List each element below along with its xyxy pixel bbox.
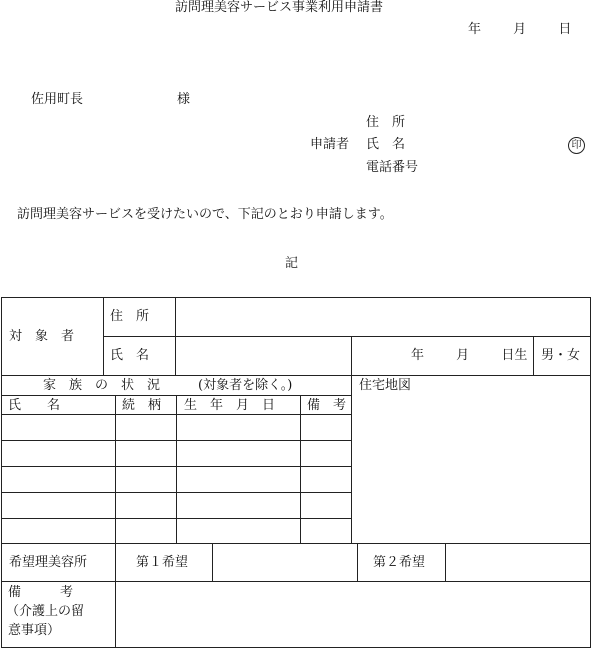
ki-heading: 記	[285, 256, 299, 271]
family-row[interactable]	[2, 493, 351, 518]
family-row[interactable]	[2, 441, 351, 466]
family-col-name	[8, 399, 108, 412]
family-col-relation: 続 柄	[122, 398, 162, 413]
remarks-label-line1-text: 備 考	[8, 585, 74, 600]
subject-birth-date	[411, 349, 527, 362]
remarks-label-line3: 意事項）	[8, 623, 61, 638]
family-row[interactable]	[2, 519, 351, 543]
date-year-label: 年	[468, 22, 482, 37]
addressee-honorific: 様	[177, 92, 191, 107]
application-date	[468, 23, 571, 36]
remarks-label-line2: （介護上の留	[6, 604, 85, 619]
birth-month-label: 月	[456, 348, 470, 363]
salon-label: 希望理美容所	[9, 555, 88, 570]
date-day-label: 日	[558, 22, 572, 37]
family-col-name-text: 氏 名	[8, 398, 61, 413]
seal-mark: 印	[568, 137, 585, 154]
first-choice-label: 第１希望	[136, 555, 189, 570]
family-row[interactable]	[2, 415, 351, 440]
second-choice-label: 第２希望	[373, 555, 426, 570]
application-form-table	[1, 297, 591, 648]
family-row[interactable]	[2, 467, 351, 492]
document-title: 訪問理美容サービス事業利用申請書	[175, 0, 384, 15]
applicant-name-label: 氏 名	[366, 137, 406, 152]
family-col-birth: 生 年 月 日	[184, 398, 276, 413]
subject-name-label: 氏 名	[110, 348, 150, 363]
birth-day-label: 日生	[501, 348, 528, 363]
family-note: (対象者を除く。)	[198, 378, 293, 393]
subject-label	[9, 330, 97, 343]
first-choice-field[interactable]	[213, 544, 357, 581]
applicant-label: 申請者	[310, 137, 350, 152]
addressee-name: 佐用町長	[31, 92, 84, 107]
remarks-label-line1	[8, 586, 108, 599]
remarks-field[interactable]	[116, 582, 590, 647]
date-month-label: 月	[513, 22, 527, 37]
birth-year-label: 年	[411, 348, 425, 363]
family-heading: 家 族 の 状 況	[43, 378, 161, 393]
sex-selection: 男・女	[541, 348, 581, 363]
applicant-phone-label: 電話番号	[366, 160, 419, 175]
map-label: 住宅地図	[359, 378, 412, 393]
applicant-address-label: 住 所	[366, 115, 406, 130]
family-col-remarks: 備 考	[307, 398, 347, 413]
second-choice-field[interactable]	[446, 544, 590, 581]
body-text: 訪問理美容サービスを受けたいので、下記のとおり申請します。	[17, 207, 393, 222]
subject-address-label: 住 所	[110, 309, 150, 324]
subject-label-text: 対 象 者	[9, 329, 75, 344]
